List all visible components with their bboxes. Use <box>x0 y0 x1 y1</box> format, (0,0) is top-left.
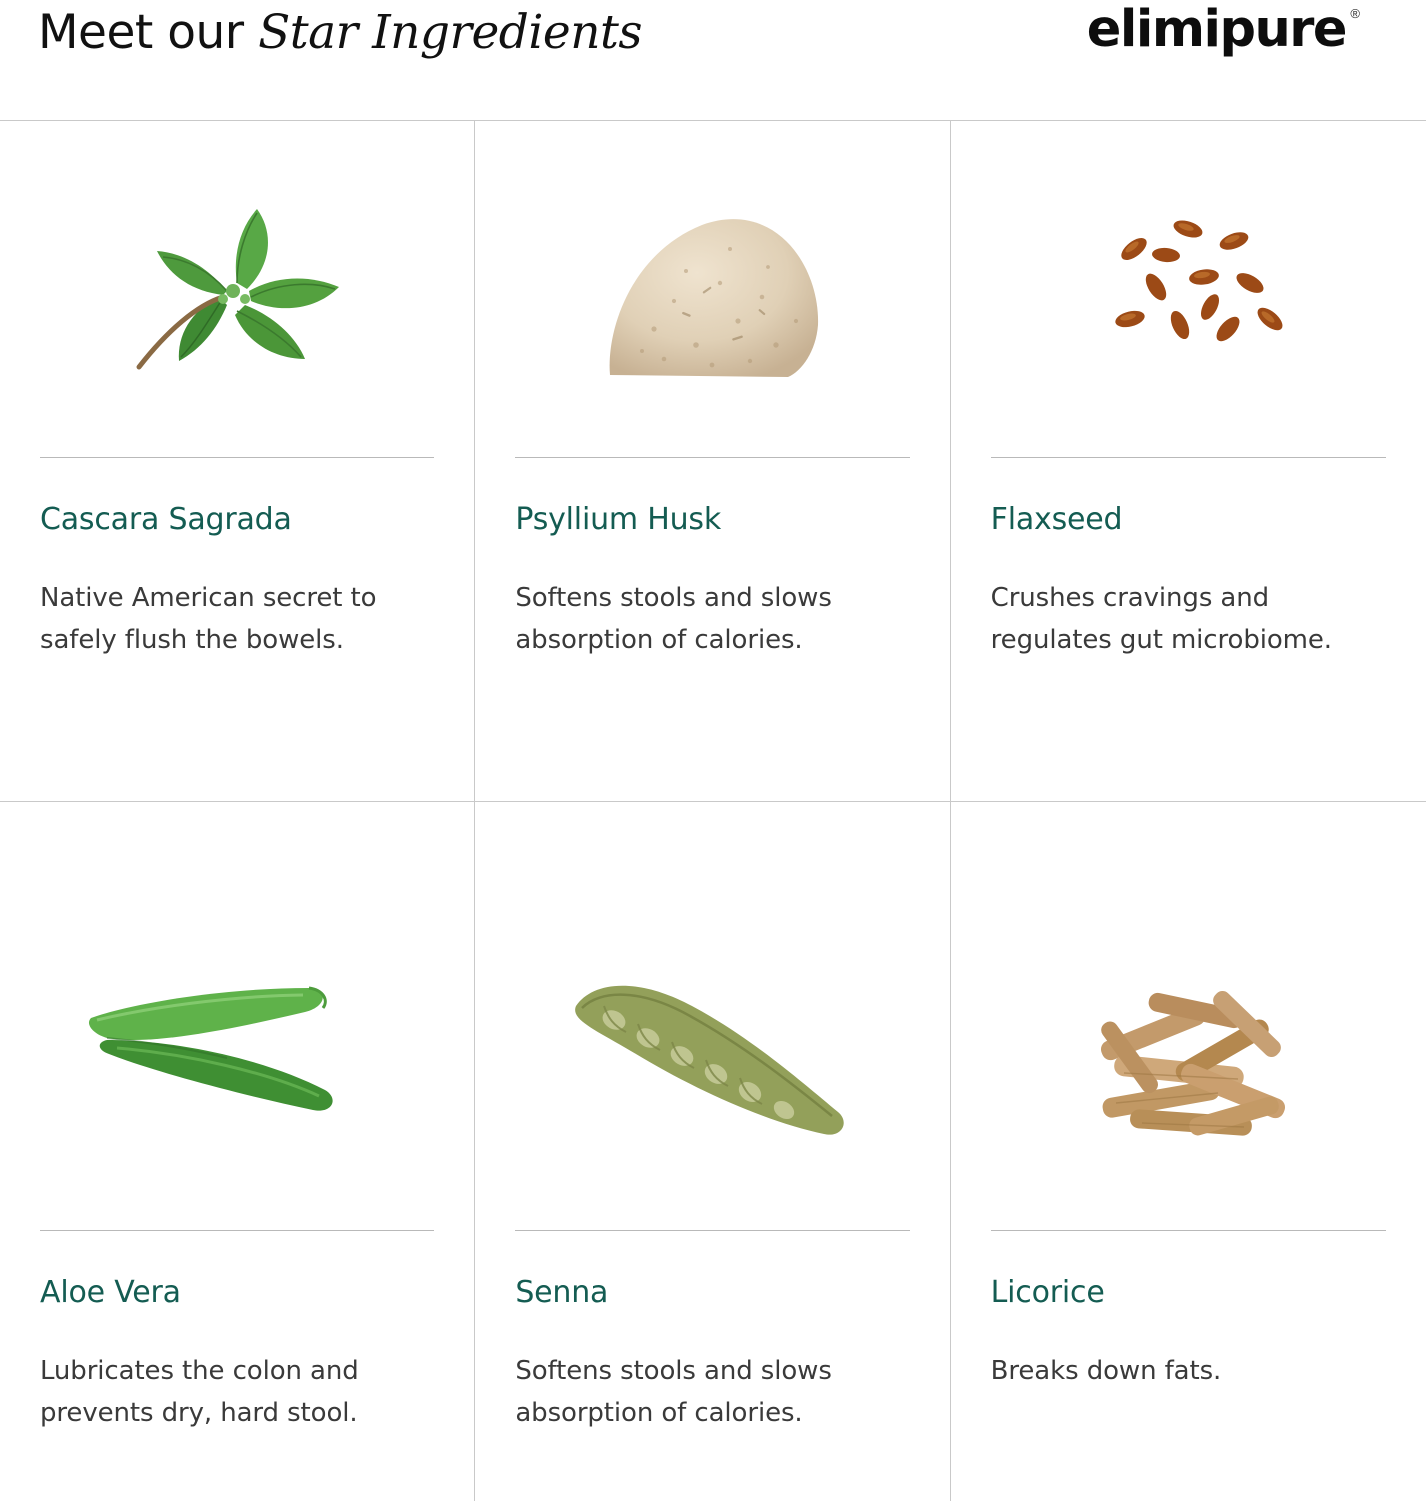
ingredients-grid <box>0 120 1426 1501</box>
ingredient-card-senna <box>475 801 950 1501</box>
card-divider <box>515 457 909 458</box>
ingredient-name: Flaxseed <box>990 502 1123 537</box>
page-title <box>38 4 642 63</box>
flaxseed-seeds-icon <box>991 139 1386 439</box>
ingredient-card-aloe-vera <box>0 801 475 1501</box>
ingredient-description: Native American secret to safely flush the bowels. <box>40 583 377 656</box>
aloe-vera-leaf-icon <box>40 912 434 1212</box>
ingredient-name: Psyllium Husk <box>515 502 722 537</box>
ingredient-card-psyllium-husk <box>475 121 950 801</box>
brand-wordmark: elimipure <box>1086 0 1346 59</box>
ingredient-card-cascara-sagrada <box>0 121 475 801</box>
ingredient-description: Lubricates the colon and prevents dry, hard stool. <box>40 1356 359 1429</box>
ingredient-name: Cascara Sagrada <box>40 502 292 537</box>
card-divider <box>991 457 1386 458</box>
psyllium-husk-powder-icon <box>515 139 909 439</box>
card-divider <box>515 1230 909 1231</box>
licorice-root-sticks-icon <box>991 912 1386 1212</box>
ingredient-name: Licorice <box>990 1275 1105 1310</box>
ingredient-description: Crushes cravings and regulates gut microbiome. <box>990 583 1332 656</box>
ingredient-description: Softens stools and slows absorption of calories. <box>515 583 832 656</box>
page-title-emphasis: Star Ingredients <box>258 5 642 60</box>
senna-pod-icon <box>515 912 909 1212</box>
cascara-sagrada-leaves-icon <box>40 139 434 439</box>
brand-logo <box>1086 0 1360 59</box>
page-header <box>0 0 1426 120</box>
card-divider <box>991 1230 1386 1231</box>
ingredient-name: Aloe Vera <box>40 1275 181 1310</box>
ingredient-description: Breaks down fats. <box>990 1356 1222 1386</box>
page-title-plain: Meet our <box>38 5 259 60</box>
ingredient-card-flaxseed <box>951 121 1426 801</box>
card-divider <box>40 457 434 458</box>
ingredient-description: Softens stools and slows absorption of calories. <box>515 1356 832 1429</box>
card-divider <box>40 1230 434 1231</box>
ingredient-name: Senna <box>515 1275 609 1310</box>
registered-trademark-icon: ® <box>1350 6 1360 21</box>
ingredient-card-licorice <box>951 801 1426 1501</box>
